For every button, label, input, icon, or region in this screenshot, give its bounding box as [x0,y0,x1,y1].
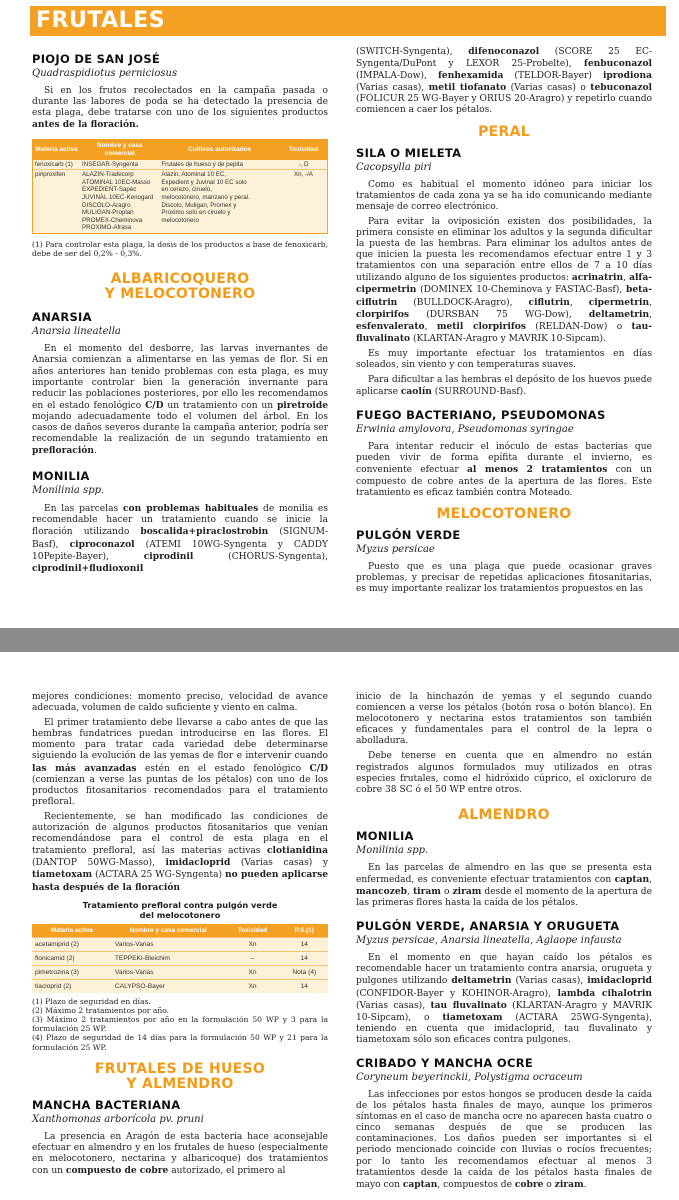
heading-almendro: ALMENDRO [458,806,550,823]
cell: INSEGAR-Syngenta [82,160,139,168]
cell: Varios-Varias [112,937,224,951]
heading-pulgon-almendro: PULGÓN VERDE, ANARSIA Y ORUGUETA [356,919,620,934]
note-4: (4) Plazo de seguridad de 14 días para la formulación 50 WP y 21 para la formulación 25 WP. [32,1033,328,1052]
para-mancha-cont: inicio de la hinchazón de yemas y el segundo cuando comiencen a verse los pétalos (botón rosa o botón blanco). En melocotonero y nectarina estos tratamientos son también eficaces y fundamentales para el control de la lepra o abolladura. [356,692,652,747]
th-toxicidad: Toxicidad [280,140,327,159]
table-row [32,979,328,993]
para-pulgon-almendro: En el momento en que hayan caído los pétalos es recomendable hacer un tratamiento contra anarsia, orugueta y pulgones utilizando deltametrin (Varias casas), imidacloprid (CONFIDOR-Bayer y KOHINOR-Aragro), lambda cihalotrin (Varias casas), tau fluvalinato (KLARTAN-Aragro y MAVRIK 10-Sipcam), o tiametoxam (ACTARA 25WG-Syngenta), teniendo en cuenta que imidacloprid, tau fluvalinato y tiametoxam sólo son eficaces contra pulgones. [356,953,652,1045]
para-cribado: Las infecciones por estos hongos se producen desde la caída de los pétalos hasta finales de mayo, aunque los primeros síntomas en el caso de mancha ocre no aparecen hasta cuatro o cinco semanas después de que se producen las contaminaciones. Los daños pueden ser importantes si el periodo mencionado coincide con lluvias o rocíos frecuentes; por lo tanto les recomendamos efectuar al menos 3 tratamientos desde la caída de los pétalos hasta finales de mayo con captan, compuestos de cobre o ziram. [356,1089,652,1190]
cell: 14 [281,937,328,951]
cell: Xn [224,937,280,951]
para-piojo: Si en los frutos recolectados en la campaña pasada o durante las labores de poda se ha detectado la presencia de esta plaga, debe tratarse con uno de los siguientes productos antes de la floración. [32,86,328,131]
heading-anarsia: ANARSIA [32,310,92,325]
page-separator [0,628,679,652]
th-materia: Materia activa [33,140,80,159]
heading-sila: SILA O MIELETA [356,145,462,160]
cell: Varios-Varias [112,965,224,979]
note-1: (1) Plazo de seguridad en días. [32,996,151,1006]
para-anarsia: En el momento del desborre, las larvas invernantes de Anarsia comienzan a alimentarse en las yemas de flor. Si en años anteriores han tenido problemas con esta plaga, es muy importante controlar bien la generación invernante para reducir las poblaciones posteriores, por ello les recomendamos en el estado fenológico C/D un tratamiento con un piretroide mojando adecuadamente todo el volumen del árbol. En los casos de daños severos durante la campaña anterior, podría ser recomendable la realización de un segundo tratamiento en prefloración. [32,344,328,457]
para-sila-1: Como es habitual el momento idóneo para iniciar los tratamientos de cada zona ya se ha ido comunicando mediante mensaje de correo electrónico. [356,179,652,212]
cell: CALYPSO-Bayer [112,979,224,993]
heading-monilia: MONILIA [32,469,90,484]
heading-piojo: PIOJO DE SAN JOSÉ [32,52,161,66]
table-row [33,160,327,170]
heading-pulgon: PULGÓN VERDE [356,527,461,542]
cell: flonicamid (2) [32,951,112,965]
para-monilia: En las parcelas con problemas habituales de monilia es recomendable hacer un tratamiento cuando se inicie la floración utilizando boscalida+piraclostrobin (SIGNUM-Basf), ciproconazol (ATEMI 10WG-Syngenta y CADDY 10Pepite-Bayer), ciprodinil (CHORUS-Syngenta), ciprodinil+fludioxonil [32,503,328,574]
th-ps: P.S.(1) [281,924,328,938]
para-mancha: La presencia en Aragón de esta bacteria hace aconsejable efectuar en almendro y en los frutales de hueso (especialmente en melocotonero, nectarina y albaricoque) dos tratamientos con un compuesto de cobre autorizado, el primero al [32,1131,328,1177]
heading-peral: PERAL [478,123,530,140]
para-monilia-almendro: En las parcelas de almendro en las que se presenta esta enfermedad, es conveniente efectuar tratamientos con captan, mancozeb, tiram o ziram desde el momento de la apertura de las primeras flores hasta la caída de los pétalos. [356,862,652,909]
cell: -, D [298,160,309,168]
para-monilia-cont: (SWITCH-Syngenta), difenoconazol (SCORE 25 EC-Syngenta/DuPont y LEXOR 25-Probelte), fenbuconazol (IMPALA-Dow), fenhexamida (TELDOR-Bayer) iprodiona (Varias casas), metil tiofanato (Varias casas) o tebuconazol (FOLICUR 25 WG-Bayer y ORIUS 20-Aragro) y repetirlo cuando comiencen a caer los pétalos. [356,46,652,116]
para-sila-2: Para evitar la oviposición existen dos posibilidades, la primera consiste en eliminar los adultos y la segunda dificultar la puesta de las hembras. Para eliminar los adultos antes de que inicien la puesta les recomendamos efectuar entre 1 y 3 tratamientos con una separación entre ellos de 7 a 10 días utilizando alguno de los siguientes productos: acrinatrin, alfa-cipermetrin (DOMINEX 10-Cheminova y FASTAC-Basf), beta-ciflutrin (BULLDOCK-Aragro), ciflutrin, cipermetrin, clorpirifos (DURSBAN 75 WG-Dow), deltametrin, esfenvalerato, metil clorpirifos (RELDAN-Dow) o tau-fluvalinato (KLARTAN-Aragro y MAVRIK 10-Sipcam). [356,216,652,344]
cell: acetamiprid (2) [32,937,112,951]
page1-left-column [32,46,328,579]
para-mancha-2: Debe tenerse en cuenta que en almendro no están registrados algunos formulados muy utilizados en otras especies frutales, como el hidróxido cúprico, el oxicloruro de cobre 38 SC ó el 50 WP entre otros. [356,751,652,795]
cell: 14 [281,979,328,993]
para-pulgon-2: El primer tratamiento debe llevarse a cabo antes de que las hembras fundatrices puedan introducirse en las flores. El momento para tratar cada variedad debe determinarse siguiendo la evolución de las yemas de flor e intervenir cuando las más avanzadas estén en el estado fenológico C/D (comienzan a verse las puntas de los pétalos) con uno de los productos fitosanitarios recomendados para el tratamiento prefloral. [32,718,328,807]
th-materia: Materia activa [32,924,112,938]
cell: piriproxifen [35,171,66,179]
cell: fenoxicarb (1) [35,160,73,168]
sci-monilia-almendro: Monilinia spp. [356,844,429,856]
page2-right-column [356,692,652,1195]
cell: Xn [224,965,280,979]
cell: pimetrozina (3) [32,965,112,979]
sci-cribado: Coryneum beyerinckii, Polystigma ocraceum [356,1071,583,1083]
para-pulgon-3: Recientemente, se han modificado las condiciones de autorización de algunos productos fitosanitarios que venían recomendándose para el control de esta plaga en el tratamiento prefloral, así las materias activas clotianidina (DANTOP 50WG-Masso), imidacloprid (Varias casas) y tiametoxam (ACTARA 25 WG-Syngenta) no pueden aplicarse hasta después de la floración [32,811,328,893]
para-sila-3: Es muy importante efectuar los tratamientos en días soleados, sin viento y con temperaturas suaves. [356,348,652,370]
th-toxicidad: Toxicidad [224,924,280,938]
para-pulgon: Puesto que es una plaga que puede ocasionar graves problemas, y precisar de repetidas aplicaciones fitosanitarias, es muy importante realizar los tratamientos propuestos en las [356,561,652,594]
sci-mancha: Xanthomonas arborícola pv. pruni [32,1113,204,1125]
note-piojo: (1) Para controlar esta plaga, la dosis de los productos a base de fenoxicarb, debe de ser del 0,2% - 0,3%. [32,239,328,259]
page-2 [0,652,679,1200]
sci-fuego: Erwinia amylovora, Pseudomonas syringae [356,424,574,436]
para-fuego: Para intentar reducir el inóculo de estas bacterias que pueden vivir de forma epífita durante el invierno, es conveniente efectuar al menos 2 tratamientos con un compuesto de cobre antes de la apertura de las flores. Este tratamiento es eficaz también contra Moteado. [356,442,652,498]
table-title-pulgon: Tratamiento prefloral contra pulgón verde del melocotonero [82,899,278,920]
heading-fuego: FUEGO BACTERIANO, PSEUDOMONAS [356,408,606,423]
section-banner [30,6,666,36]
th-cultivos: Cultivos autorizados [159,140,280,159]
cell: Alazin, Atominal 10 EC, Expedient y Juvinal 10 EC solo en cerezo, ciruelo, melocotonero, manzano y peral. Discolo, Muligan, Promex y Proximo solo en ciruelo y melocotonero [161,171,250,224]
note-3: (3) Máximo 2 tratamientos por año en la formulación 50 WP y 3 para la formulación 25 WP. [32,1015,328,1034]
banner-title: FRUTALES [36,8,166,33]
table-pulgon [32,924,328,993]
cell: TEPPEKI-Bleichim [112,951,224,965]
heading-mancha: MANCHA BACTERIANA [32,1097,181,1112]
sci-pulgon-almendro: Myzus persicae, Anarsia lineatella, Aglaope infausta [356,935,622,947]
cell: 14 [281,951,328,965]
table-row [32,965,328,979]
th-nombre: Nombre y casa comercial [80,140,159,159]
para-sila-4: Para dificultar a las hembras el depósito de los huevos puede aplicarse caolín (SURROUND-Basf). [356,375,652,398]
cell: Xn, -/A [294,171,313,179]
sci-monilia: Monilinia spp. [32,485,105,497]
th-nombre: Nombre y casa comercial [112,924,224,938]
cell: Xn [224,979,280,993]
table-row [33,170,327,233]
heading-melocotonero: MELOCOTONERO [436,505,572,522]
table-row [32,951,328,965]
heading-albaricoquero: ALBARICOQUERO Y MELOCOTONERO [104,271,256,303]
heading-monilia-almendro: MONILIA [356,828,414,843]
heading-hueso: FRUTALES DE HUESO Y ALMENDRO [94,1060,266,1092]
page2-left-column [32,692,328,1181]
note-2: (2) Máximo 2 tratamientos por año. [32,1005,170,1015]
cell: – [224,951,280,965]
sci-sila: Cacopsylla piri [356,161,432,173]
heading-cribado: CRIBADO Y MANCHA OCRE [356,1055,534,1070]
sci-pulgon: Myzus persicae [356,543,435,555]
sci-piojo: Quadraspidiotus perniciosus [32,68,178,79]
table-row [32,937,328,951]
para-pulgon-cont: mejores condiciones: momento preciso, velocidad de avance adecuada, volumen de caldo suficiente y viento en calma. [32,692,328,714]
cell: ALAZIN-Tradecorp ATOMINAL 10EC-Masso EXPEDIENT-Sapec JUVINAL 10EC-Kenogard DISCOLO-Aragro MULIGAN-Proplan PROMEX-Cheminova PROXIMO-Afrasa [82,171,154,232]
cell: Frutales de hueso y de pepita [161,160,243,168]
page1-right-column [356,46,652,599]
cell: Nota (4) [281,965,328,979]
table-piojo [33,140,327,233]
table-piojo-box [32,139,328,234]
sci-anarsia: Anarsia lineatella [32,326,121,338]
cell: tiacloprid (2) [32,979,112,993]
